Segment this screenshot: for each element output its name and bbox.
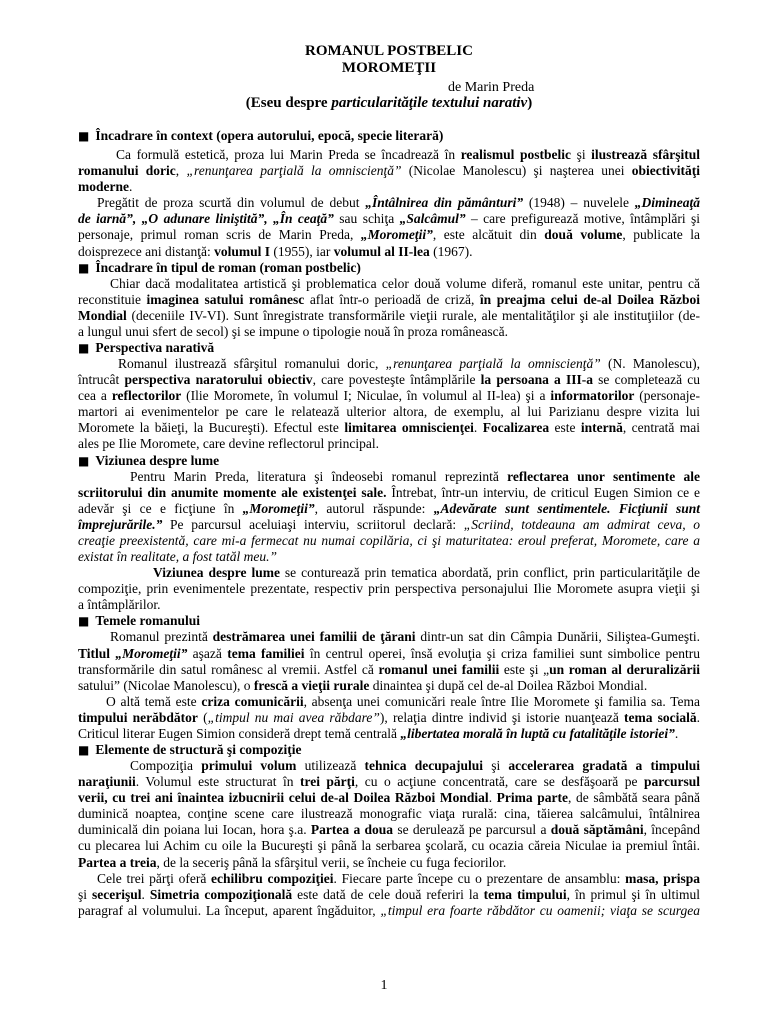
text-run: Pe parcursul aceluiaşi interviu, scriitorul declară: [162, 516, 464, 532]
bold-text: parcursul [643, 774, 700, 790]
text-line [78, 549, 700, 565]
text-line [78, 372, 700, 388]
bold-text: un roman al deruralizării [549, 661, 701, 677]
text-run: , [175, 163, 187, 179]
text-run: . [473, 420, 483, 436]
bold-italic-text: „Salcâmul” [399, 211, 466, 227]
text-run: este şi „ [499, 661, 550, 677]
bold-text: internă [580, 420, 623, 436]
text-run: (Ilie Moromete, în volumul I; Niculae, în volumul al II-lea) şi a [181, 388, 551, 404]
bold-text: verii, cu trei ani înaintea izbucnirii celui de-al Doilea Război Mondial [78, 790, 489, 806]
paragraph [78, 356, 700, 452]
text-run: . Volumul este structurat în [135, 774, 300, 790]
text-line [78, 871, 700, 887]
text-line [78, 244, 700, 260]
italic-text: „timpul nu mai avea răbdare” [207, 709, 380, 725]
document-body [78, 128, 700, 919]
text-run: , care povesteşte întâmplările [312, 372, 481, 388]
text-run: Chiar dacă modalitatea artistică şi problematica celor două volume diferă, romanul este unitar, pentru că [110, 275, 700, 291]
text-run: , publicate la [622, 227, 700, 243]
bold-text: accelerarea gradată a timpului [508, 758, 700, 774]
text-line [78, 517, 700, 533]
text-line [78, 806, 700, 822]
bold-text: moderne [78, 179, 129, 195]
section-heading [78, 340, 700, 356]
text-line [78, 469, 700, 485]
text-run: este dată de cele două referiri la [292, 886, 484, 902]
text-run: . [129, 179, 133, 195]
bold-text: Prima parte [496, 790, 569, 806]
section-heading-text: Temele romanului [95, 613, 200, 629]
text-line [78, 179, 700, 195]
text-line [78, 662, 700, 678]
bold-text: secerişul [92, 886, 142, 902]
bold-text: masa, prispa [625, 870, 701, 886]
text-run: martori ai evenimentelor pe care le relatează ulterior altora, de exemplu, al lui Parizianu despre vizita lui [78, 404, 700, 420]
text-line [78, 838, 700, 854]
page-number: 1 [380, 978, 388, 993]
section-heading-text: Viziunea despre lume [95, 452, 220, 468]
text-line [78, 581, 700, 597]
paragraph [78, 195, 700, 259]
italic-text: „renunţarea parţială la omniscienţă” [385, 356, 601, 372]
text-line [78, 678, 700, 694]
text-line [78, 308, 700, 324]
text-run: întrucât [78, 372, 125, 388]
subtitle-text: ) [527, 95, 533, 111]
bold-text: reflectarea unor sentimente ale [507, 468, 700, 484]
text-run: (Nicolae Manolescu) şi naşterea unei [401, 163, 632, 179]
text-line [78, 388, 700, 404]
square-bullet-icon: ■ [78, 341, 90, 356]
text-run: a lungul unui sfert de secol) şi se impune o tipologie nouă în proza românească. [78, 323, 509, 339]
paragraph [78, 147, 700, 195]
bold-text: scriitorului din anumite momente ale existenţei sale. [78, 484, 387, 500]
bold-text: volumul al II-lea [333, 243, 430, 259]
text-run: . [488, 790, 497, 806]
text-line [78, 903, 700, 919]
text-line [78, 597, 700, 613]
bold-italic-text: de iarnă”, „O adunare liniştită”, „În ceaţă” [78, 211, 334, 227]
text-run: ales pe Ilie Moromete, care devine reflectorul principal. [78, 436, 379, 452]
bold-italic-text: împrejurările.” [78, 516, 163, 532]
text-run: compoziţie, prin evenimentele prezentate, respectiv prin perspectiva personajului Ilie Moromete asupra vieţii şi [78, 581, 700, 597]
text-run: . [674, 725, 679, 741]
paragraph [78, 694, 700, 742]
italic-text: „renunţarea parţială la omniscienţă” [186, 163, 402, 179]
text-run: cea a [78, 388, 112, 404]
text-run: Romanul prezintă [110, 629, 213, 645]
text-line [78, 356, 700, 372]
text-run: (N. Manolescu), [600, 356, 700, 372]
bold-text: tehnica decupajului [364, 758, 484, 774]
text-run: , de la seceriş până la sfârşitul verii, se încheie cu fuga feciorilor. [156, 854, 507, 870]
text-run: Compoziţia [130, 758, 202, 774]
bold-italic-text: „Întâlnirea din pământuri” [365, 195, 524, 211]
bold-text: timpului nerăbdător [78, 709, 198, 725]
section-heading [78, 613, 700, 629]
bold-italic-text: „Dimineaţă [634, 195, 700, 211]
section-heading [78, 453, 700, 469]
text-run: dintr-un sat din Câmpia Dunării, Siliştea-Gumeşti. [415, 629, 700, 645]
italic-text: „Scriind, totdeauna am admirat ceva, o [463, 516, 700, 532]
square-bullet-icon: ■ [78, 453, 90, 468]
bold-text: tema socială [624, 709, 697, 725]
text-run: paragraf al volumului. La început, aparent îngăduitor, [78, 902, 381, 918]
paragraph [78, 469, 700, 565]
text-run: Ca formulă estetică, proza lui Marin Preda se încadrează în [116, 147, 461, 163]
bold-italic-text: „libertatea morală în luptă cu fatalităţile istoriei” [400, 725, 675, 741]
text-line [78, 211, 700, 227]
section-heading-text: Perspectiva narativă [95, 340, 215, 356]
text-run: (1967). [429, 243, 473, 259]
text-run: , începând [643, 822, 701, 838]
author-line: de Marin Preda [448, 80, 535, 95]
bold-text: Partea a doua [310, 822, 394, 838]
bold-text: romanului doric [78, 163, 176, 179]
text-run: (personaje- [634, 388, 701, 404]
text-run: se completează cu [592, 372, 701, 388]
bold-text: Simetria compoziţională [149, 886, 293, 902]
text-line [78, 163, 700, 179]
text-line [78, 855, 700, 871]
text-line [78, 887, 700, 903]
bold-text: două săptămâni [550, 822, 644, 838]
text-run: , centrată mai [622, 420, 701, 436]
bold-text: volumul I [214, 243, 270, 259]
text-run: , autorul răspunde: [314, 500, 434, 516]
text-run: Romanul ilustrează sfârşitul romanului doric, [118, 356, 386, 372]
text-run: , în primul şi în ultimul [566, 886, 700, 902]
section-heading-text: Încadrare în tipul de roman (roman postbelic) [95, 259, 361, 275]
paragraph [78, 276, 700, 340]
text-run: aşază [187, 645, 228, 661]
text-run: adevăr şi ce e ficţiune în [78, 500, 243, 516]
text-run: dinaintea şi după cel de-al Doilea Război Mondial. [369, 677, 648, 693]
text-run: se derulează pe parcursul a [393, 822, 551, 838]
bold-text: Mondial [78, 307, 127, 323]
text-run: Cele trei părţi oferă [97, 870, 212, 886]
text-line [78, 147, 700, 163]
text-run: personaje, primul roman scris de Marin Preda, [78, 227, 361, 243]
text-run: . [696, 709, 701, 725]
text-line [78, 420, 700, 436]
text-run: Pentru Marin Preda, literatura şi îndeosebi romanul reprezintă [130, 468, 508, 484]
text-run: – care prefigurează motive, întâmplări şi [465, 211, 700, 227]
section-heading-text: Elemente de structură şi compoziţie [95, 741, 302, 757]
text-run: , de sâmbătă seara până [568, 790, 701, 806]
bold-text: Viziunea despre lume [153, 565, 280, 581]
bold-italic-text: „Moromeţii” [242, 500, 315, 516]
text-run: cu plecarea lui Achim cu oile la Bucureşti şi până la serbarea şcolară, cu ocazia căreia Niculae ia premiul întâi. [78, 838, 700, 854]
paragraph [78, 629, 700, 693]
bold-text: tema familiei [227, 645, 305, 661]
text-line [78, 533, 700, 549]
text-run: se conturează prin tematica abordată, prin conflict, prin particularităţile de [279, 565, 700, 581]
bold-italic-text: „Adevărate sunt sentimentele. Ficţiunii sunt [433, 500, 700, 516]
bold-text: realismul postbelic [460, 147, 572, 163]
text-line [78, 710, 700, 726]
bold-text: echilibru compoziţiei [211, 870, 334, 886]
text-run: sau schiţa [333, 211, 400, 227]
bold-text: la persoana a III-a [480, 372, 593, 388]
text-run: . [141, 886, 150, 902]
italic-text: creaţie preexistentă, care mi-a fermecat nu numai copilăria, ci şi maturitatea: eroul preferat, Moromete, care a [78, 532, 700, 548]
text-run: , absenţa unei comunicări reale între Ilie Moromete şi familia sa. Tema [303, 693, 700, 709]
text-run: , cu o acţiune concentrată, care se desfăşoară pe [354, 774, 644, 790]
bold-text: Focalizarea [482, 420, 550, 436]
text-line [78, 276, 700, 292]
text-line [78, 790, 700, 806]
section-heading [78, 742, 700, 758]
paragraph [78, 871, 700, 919]
bold-text: destrămarea unei familii de ţărani [212, 629, 416, 645]
bold-text: informatorilor [550, 388, 635, 404]
square-bullet-icon: ■ [78, 614, 90, 629]
text-line [78, 646, 700, 662]
text-run: ( [197, 709, 208, 725]
bold-italic-text: „Moromeţii” [360, 227, 433, 243]
bold-text: trei părţi [299, 774, 355, 790]
text-line [78, 565, 700, 581]
bold-text: frescă a vieţii rurale [253, 677, 370, 693]
text-run: Întrebat, într-un interviu, de criticul Eugen Simion ce e [386, 484, 700, 500]
text-line [78, 485, 700, 501]
text-run: doisprezece ani distanţă: [78, 243, 215, 259]
section-heading [78, 260, 700, 276]
text-line [78, 195, 700, 211]
text-line [78, 292, 700, 308]
text-run: utilizează [296, 758, 365, 774]
text-line [78, 774, 700, 790]
bold-text: două volume [544, 227, 623, 243]
text-line [78, 694, 700, 710]
bold-text: în preajma celui de-al Doilea Război [479, 291, 700, 307]
bold-text: naraţiunii [78, 774, 136, 790]
paragraph [78, 565, 700, 613]
text-run: în centrul operei, însă evoluţia şi criza familiei sunt simbolice pentru [304, 645, 700, 661]
text-run: (1955), iar [269, 243, 334, 259]
text-run: reconstituie [78, 291, 147, 307]
text-run: este [549, 420, 581, 436]
document-title: ROMANUL POSTBELIC [305, 43, 473, 59]
text-run: şi [571, 147, 592, 163]
text-run: Pregătit de proza scurtă din volumul de debut [97, 195, 366, 211]
bold-text: tema timpului [483, 886, 567, 902]
square-bullet-icon: ■ [78, 260, 90, 275]
bold-text: imaginea satului românesc [146, 291, 305, 307]
bold-italic-text: „Moromeţii” [115, 645, 188, 661]
text-line [78, 436, 700, 452]
text-run: Moromete la băieţi, la Bucureşti). Efectul este [78, 420, 345, 436]
bold-text: perspectiva naratorului obiectiv [124, 372, 313, 388]
text-run: Criticul literar Eugen Simion consideră drept temă centrală [78, 725, 401, 741]
text-run: duminicală din poiana lui Iocan, hora ş.a. [78, 822, 311, 838]
text-line [78, 758, 700, 774]
text-line [78, 726, 700, 742]
text-line [78, 822, 700, 838]
text-run: şi [78, 886, 93, 902]
text-line [78, 629, 700, 645]
text-run: O altă temă este [106, 693, 202, 709]
bold-text: criza comunicării [201, 693, 304, 709]
subtitle-emphasis: particularităţile textului narativ [331, 95, 528, 111]
subtitle-text: (Eseu despre [245, 95, 332, 111]
essay-subtitle [78, 95, 700, 112]
text-run: (1948) – nuvelele [523, 195, 635, 211]
text-run: transformările din satul românesc al vremii. Astfel că [78, 661, 379, 677]
text-line [78, 324, 700, 340]
novel-title: MOROMEŢII [341, 60, 437, 76]
text-run: a întâmplărilor. [78, 597, 161, 613]
text-run: şi [483, 758, 509, 774]
bold-text: primului volum [201, 758, 297, 774]
text-run: satului” (Nicolae Manolescu), o [78, 677, 254, 693]
bold-text: Partea a treia [78, 854, 157, 870]
bold-text: Titlul [78, 645, 116, 661]
square-bullet-icon: ■ [78, 129, 90, 143]
section-heading [78, 128, 700, 144]
text-run: , este alcătuit din [432, 227, 545, 243]
bold-text: romanul unei familii [378, 661, 500, 677]
text-line [78, 501, 700, 517]
text-line [78, 404, 700, 420]
bold-text: ilustrează sfârşitul [591, 147, 700, 163]
text-run: duminică noaptea, conţine scene care ilustrează monografic viaţa rurală: cina, tăierea salcâmului, întâlnirea [78, 806, 700, 822]
section-heading-text: Încadrare în context (opera autorului, epocă, specie literară) [95, 128, 444, 143]
text-run: aflat într-o perioadă de criză, [304, 291, 480, 307]
square-bullet-icon: ■ [78, 742, 90, 757]
text-run: (deceniile IV-VI). Sunt înregistrate transformările vieţii rurale, ale mentalităţilor şi ale instituţiilor (de- [126, 307, 700, 323]
text-run: ), relaţia dintre individ şi istorie nuanţează [379, 709, 625, 725]
bold-text: limitarea omniscienţei [344, 420, 474, 436]
bold-text: obiectivităţi [631, 163, 701, 179]
italic-text: existat în realitate, a fost tatăl meu.” [78, 549, 277, 565]
text-line [78, 227, 700, 243]
bold-text: reflectorilor [111, 388, 182, 404]
paragraph [78, 758, 700, 871]
italic-text: „timpul era foarte răbdător cu oamenii; viaţa se scurgea [380, 902, 700, 918]
text-run: . Fiecare parte începe cu o prezentare de ansamblu: [333, 870, 626, 886]
